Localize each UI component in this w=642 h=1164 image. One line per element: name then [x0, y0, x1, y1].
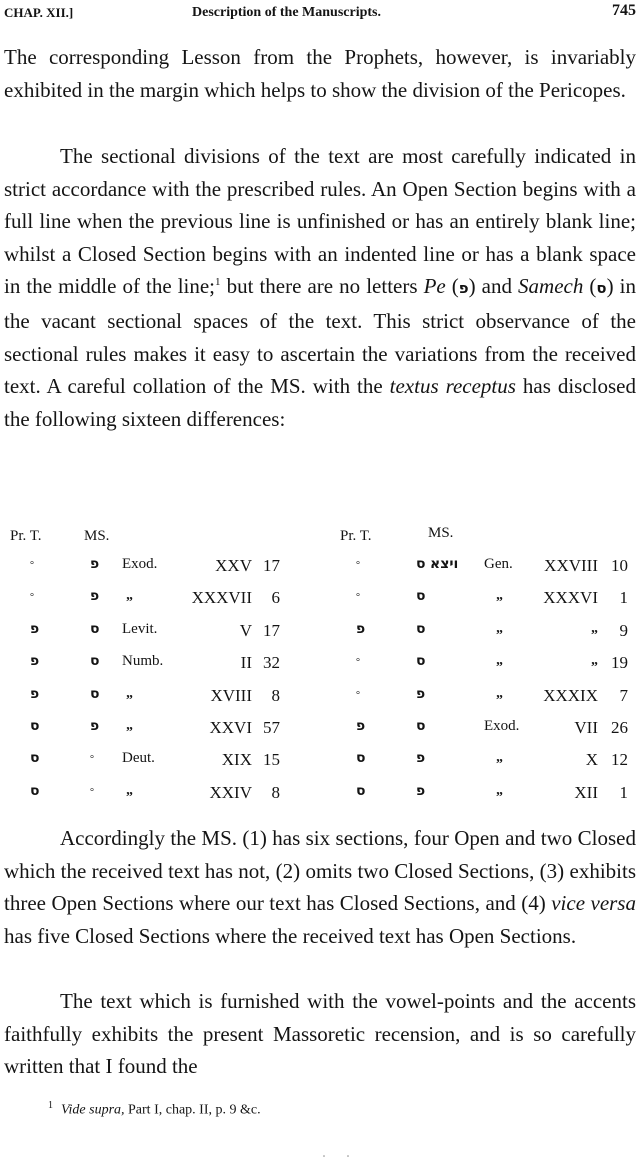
- right-hebrew-word: ויצא: [430, 556, 459, 572]
- right-ms-mark: פ: [416, 685, 426, 702]
- left-prt-mark: ס: [30, 782, 40, 799]
- left-chapter: XXVI: [209, 718, 252, 737]
- left-chapter: XXV: [215, 556, 252, 575]
- footnote-text: Part I, chap. II, p. 9 &c.: [124, 1102, 261, 1118]
- right-prt-mark: ס: [356, 750, 366, 767]
- right-prt-mark: °: [356, 657, 360, 669]
- right-book: Exod.: [484, 718, 520, 734]
- right-book: „: [496, 685, 503, 701]
- pe-letter: פ: [458, 279, 469, 298]
- left-book: Levit.: [122, 620, 158, 637]
- right-verse: 1: [619, 588, 628, 608]
- footnote-mark: 1: [48, 1100, 53, 1111]
- left-prt-mark: °: [30, 592, 34, 604]
- left-verse: 17: [263, 556, 280, 575]
- p2-text-3: in the vacant sectional spaces of the text. This strict observance of the sectional rules makes it easy to ascertain the variations from the received text. A careful collation of the MS. with the: [4, 274, 636, 399]
- left-ms-mark: ס: [90, 685, 100, 702]
- right-header-prt: Pr. T.: [340, 528, 372, 544]
- left-prt-mark: ס: [30, 750, 40, 767]
- right-chapter: XXXIX: [543, 685, 598, 705]
- left-prt-mark: פ: [30, 653, 40, 670]
- right-verse: 1: [619, 782, 628, 802]
- left-chapter: XIX: [221, 750, 252, 770]
- left-chapter: XVIII: [210, 685, 252, 705]
- vice-versa-term: vice versa: [551, 891, 636, 916]
- samech-open-paren: (: [583, 274, 597, 299]
- left-book: Numb.: [122, 653, 164, 670]
- footnote: [48, 1100, 261, 1119]
- right-chapter: „: [591, 653, 598, 669]
- p3-text-2: has five Closed Sections where the received text has Open Sections.: [4, 923, 577, 948]
- right-prt-mark: ס: [356, 782, 366, 799]
- right-verse: 9: [619, 620, 628, 640]
- p2-text-2: but there are no letters: [220, 274, 424, 299]
- right-ms-mark: פ: [416, 782, 426, 799]
- left-ms-mark: ס: [90, 653, 100, 670]
- right-verse: 7: [619, 685, 628, 705]
- right-ms-mark: ס: [416, 620, 426, 637]
- left-verse: 6: [271, 588, 280, 608]
- left-book: „: [126, 685, 133, 701]
- right-prt-mark: פ: [356, 718, 366, 734]
- left-book: „: [126, 588, 133, 604]
- footnote-vide: Vide supra,: [61, 1102, 125, 1118]
- print-specks: [320, 1152, 360, 1160]
- left-book: Exod.: [122, 556, 158, 572]
- left-chapter: XXIV: [209, 782, 252, 802]
- footnote-reference: 1: [215, 276, 221, 289]
- right-ms-mark: ס: [416, 588, 426, 605]
- textus-receptus-term: textus receptus: [389, 374, 516, 399]
- p2-text-1: The sectional divisions of the text are most carefully indicated in strict accordance with the prescribed rules. An Open Section begins with a full line when the previous line is unfinished or has an entirely blank line; whilst a Closed Section begins with an indented line or has a blank space in the middle of the line;: [4, 144, 636, 299]
- pe-term: Pe: [423, 274, 446, 299]
- right-verse: 19: [611, 653, 628, 673]
- left-book: Deut.: [122, 750, 155, 767]
- right-ms-mark: פ: [416, 750, 426, 767]
- left-ms-mark: °: [90, 786, 94, 798]
- right-verse: 26: [611, 718, 628, 737]
- left-prt-mark: פ: [30, 685, 40, 702]
- pe-close-paren: ) and: [468, 274, 519, 299]
- samech-close-paren: ): [606, 274, 614, 299]
- pe-open-paren: (: [445, 274, 459, 299]
- left-ms-mark: פ: [90, 588, 100, 605]
- left-verse: 15: [263, 750, 280, 770]
- right-book: „: [496, 653, 503, 669]
- chapter-label: CHAP. XII.]: [4, 5, 74, 20]
- right-prt-mark: °: [356, 592, 360, 604]
- p2-text-4: has disclosed the following sixteen differences:: [4, 374, 636, 431]
- right-chapter: „: [591, 620, 598, 636]
- samech-term: Samech: [518, 274, 584, 299]
- right-ms-mark: ס: [416, 718, 426, 734]
- right-ms-mark: ס: [416, 653, 426, 670]
- left-book: „: [126, 718, 133, 733]
- left-chapter: II: [240, 653, 252, 673]
- left-prt-mark: °: [30, 560, 34, 571]
- right-book: „: [496, 750, 503, 766]
- left-verse: 57: [263, 718, 280, 737]
- left-verse: 17: [263, 620, 280, 640]
- right-ms-mark: ס: [416, 556, 426, 572]
- paragraph-prophets-lesson: The corresponding Lesson from the Prophets, however, is invariably exhibited in the margin which helps to show the division of the Pericopes.: [4, 45, 636, 102]
- running-title: Description of the Manuscripts.: [192, 5, 381, 20]
- left-ms-mark: פ: [90, 556, 100, 572]
- right-verse: 10: [611, 556, 628, 575]
- left-verse: 8: [271, 685, 280, 705]
- right-book: „: [496, 588, 503, 604]
- right-book: „: [496, 782, 503, 798]
- page-number: 745: [612, 2, 636, 19]
- right-chapter: XXXVI: [543, 588, 598, 608]
- left-header-prt: Pr. T.: [10, 528, 42, 544]
- right-prt-mark: °: [356, 689, 360, 701]
- left-verse: 8: [271, 782, 280, 802]
- right-chapter: X: [585, 750, 598, 770]
- paragraph-accordingly: [4, 822, 636, 952]
- running-header: [4, 2, 636, 24]
- p3-text-1: Accordingly the MS. (1) has six sections, four Open and two Closed which the received text has not, (2) omits two Closed Sections, (3) exhibits three Open Sections where our text has Closed Sections, and (4): [4, 826, 636, 916]
- left-chapter: V: [239, 620, 252, 640]
- left-prt-mark: ס: [30, 718, 40, 734]
- left-prt-mark: פ: [30, 620, 40, 637]
- left-ms-mark: °: [90, 754, 94, 766]
- right-prt-mark: פ: [356, 620, 366, 637]
- left-ms-mark: ס: [90, 620, 100, 637]
- samech-letter: ס: [596, 279, 607, 298]
- left-book: „: [126, 782, 133, 798]
- right-book: „: [496, 620, 503, 636]
- left-verse: 32: [263, 653, 280, 673]
- right-chapter: XII: [574, 782, 598, 802]
- right-chapter: VII: [574, 718, 598, 737]
- right-prt-mark: °: [356, 560, 360, 571]
- right-header-ms: MS.: [428, 525, 454, 541]
- paragraph-sectional-divisions: [4, 140, 636, 435]
- left-header-ms: MS.: [84, 528, 110, 544]
- right-chapter: XXVIII: [544, 556, 598, 575]
- left-chapter: XXXVII: [191, 588, 252, 608]
- right-verse: 12: [611, 750, 628, 770]
- paragraph-vowel-points: The text which is furnished with the vowel-points and the accents faithfully exhibits the present Massoretic recension, and is so carefully written that I found the: [4, 989, 636, 1079]
- left-ms-mark: פ: [90, 718, 100, 734]
- right-book: Gen.: [484, 556, 513, 572]
